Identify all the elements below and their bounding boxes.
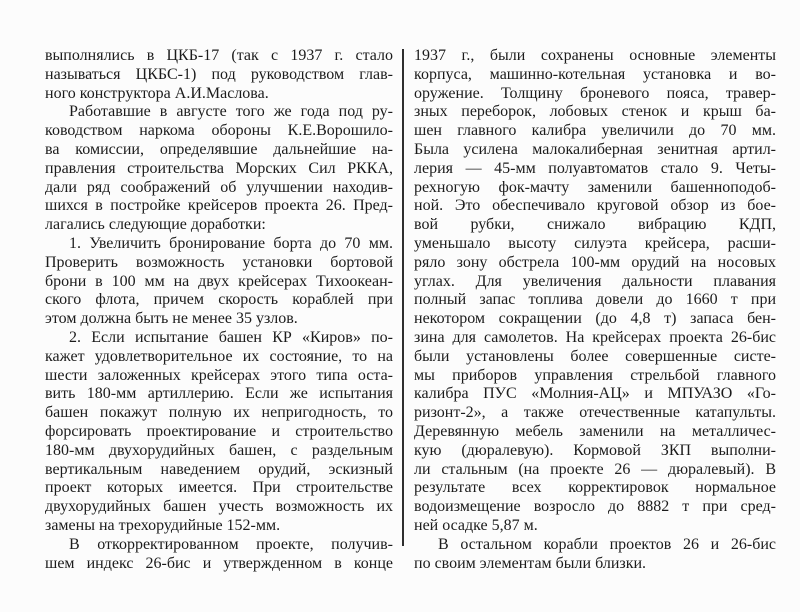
text-line: дали ряд соображений об улучшении находив- xyxy=(45,178,393,196)
text-line: зина для самолетов. На крейсерах проекта 26-бис xyxy=(414,328,776,346)
text-line: замены на трехорудийные 152-мм. xyxy=(45,516,281,534)
text-line: шем индекс 26-бис и утвержденном в конце xyxy=(45,554,393,572)
text-line: кажет удовлетворительное их состояние, то на xyxy=(45,347,393,365)
text-line: лагались следующие доработки: xyxy=(45,216,266,234)
text-line: углах. Для увеличения дальности плавания xyxy=(414,272,776,290)
text-line: шен главного калибра увеличили до 70 мм. xyxy=(414,122,776,140)
text-line: 1937 г., были сохранены основные элементы xyxy=(414,47,776,64)
text-line: ного конструктора А.И.Маслова. xyxy=(45,84,269,102)
text-line: брони в 100 мм на двух крейсерах Тихоокеан- xyxy=(45,272,393,290)
text-line: калибра ПУС «Молния-АЦ» и МПУАЗО «Го- xyxy=(414,385,776,403)
right-column xyxy=(414,47,776,573)
text-line: шихся в постройке крейсеров проекта 26. Пред- xyxy=(45,197,393,215)
text-line: выполнялись в ЦКБ-17 (так с 1937 г. стало xyxy=(45,47,393,64)
text-line: проект которых имеется. При строительстве xyxy=(45,479,393,497)
text-line: уменьшало высоту силуэта крейсера, расши- xyxy=(414,234,776,252)
text-line: вертикальным наведением орудий, эскизный xyxy=(45,460,393,478)
text-line: ководством наркома обороны К.Е.Ворошило- xyxy=(45,122,393,140)
text-line: вить 180-мм артиллерию. Если же испытания xyxy=(45,385,393,403)
left-column xyxy=(45,47,393,573)
column-divider xyxy=(402,49,404,546)
text-line: этом должна быть не менее 35 узлов. xyxy=(45,310,298,328)
text-line: ва комиссии, определявшие дальнейшие на- xyxy=(45,140,393,158)
text-line: ней осадке 5,87 м. xyxy=(414,516,538,534)
text-line: лерия — 45-мм полуавтоматов стало 9. Четы- xyxy=(414,159,776,177)
text-line: зных переборок, лобовых стенок и крыш ба- xyxy=(414,103,776,121)
text-line: башен покажут полную их непригодность, то xyxy=(45,404,393,422)
text-line: корпуса, машинно-котельная установка и во- xyxy=(414,65,776,83)
text-line: двухорудийных башен учесть возможность их xyxy=(45,498,393,516)
text-line: ряло зону обстрела 100-мм орудий на носовых xyxy=(414,253,776,271)
text-line: шести заложенных крейсерах этого типа оста- xyxy=(45,366,393,384)
text-line: ной. Это обеспечивало круговой обзор из бое- xyxy=(414,197,776,215)
text-line: кую (дюралевую). Кормовой ЗКП выполни- xyxy=(414,441,776,459)
text-line: Была усилена малокалиберная зенитная артил- xyxy=(414,140,776,158)
text-line: форсировать проектирование и строительство xyxy=(45,422,393,440)
text-line: ризонт-2», а также отечественные катапульты. xyxy=(414,404,776,422)
text-line: результате всех корректировок нормальное xyxy=(414,479,776,497)
text-line: 2. Если испытание башен КР «Киров» по- xyxy=(69,328,393,346)
text-line: вой рубки, снижало вибрацию КДП, xyxy=(414,216,776,234)
text-line: по своим элементам были близки. xyxy=(414,554,647,572)
text-line: Проверить возможность установки бортовой xyxy=(45,253,393,271)
text-line: В откорректированном проекте, получив- xyxy=(69,535,393,553)
text-line: Деревянную мебель заменили на металличес- xyxy=(414,422,776,440)
text-line: 1. Увеличить бронирование борта до 70 мм. xyxy=(69,234,393,252)
text-line: рехногую фок-мачту заменили башенноподоб- xyxy=(414,178,776,196)
text-line: оружение. Толщину броневого пояса, травер- xyxy=(414,84,776,102)
text-line: ли стальным (на проекте 26 — дюралевый). В xyxy=(414,460,776,478)
text-line: водоизмещение возросло до 8882 т при сред- xyxy=(414,498,776,516)
text-line: были установлены более совершенные систе- xyxy=(414,347,776,365)
text-line: В остальном корабли проектов 26 и 26-бис xyxy=(438,535,776,553)
text-line: некотором сокращении (до 4,8 т) запаса бен- xyxy=(414,310,776,328)
text-line: полный запас топлива довели до 1660 т при xyxy=(414,291,776,309)
text-line: называться ЦКБС-1) под руководством глав- xyxy=(45,65,393,83)
text-line: ского флота, причем скорость кораблей при xyxy=(45,291,393,309)
text-line: правления строительства Морских Сил РККА, xyxy=(45,159,393,177)
text-line: Работавшие в августе того же года под ру- xyxy=(69,103,393,121)
text-line: 180-мм двухорудийных башен, с раздельным xyxy=(45,441,393,459)
text-line: мы приборов управления стрельбой главного xyxy=(414,366,776,384)
